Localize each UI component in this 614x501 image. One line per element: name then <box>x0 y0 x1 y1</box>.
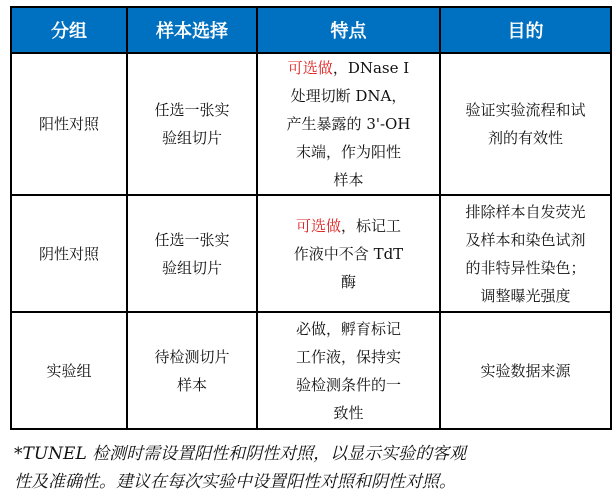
footnote-line: *TUNEL 检测时需设置阳性和阴性对照，以显示实验的客观 <box>14 444 467 464</box>
cell-sample <box>127 53 257 195</box>
text-line: 产生暴露的 3'-OH <box>286 115 411 133</box>
text-line: 必做，孵育标记 <box>295 319 401 338</box>
footnote-line: 性及准确性。建议在每次实验中设置阳性对照和阴性对照。 <box>14 472 456 492</box>
text-line: 样本 <box>176 375 207 394</box>
table-row <box>11 195 611 312</box>
header-sample: 样本选择 <box>127 7 257 53</box>
text-line: 调整曝光强度 <box>480 286 571 305</box>
text-line <box>262 212 435 240</box>
text-line: 工作液，保持实 <box>295 347 401 366</box>
text-line: 验组切片 <box>161 129 222 147</box>
optional-label: 可选做 <box>287 59 333 77</box>
text-line: 验组切片 <box>161 258 222 277</box>
control-groups-table <box>10 6 612 430</box>
table-row <box>11 53 611 195</box>
optional-label: 可选做 <box>295 216 341 235</box>
cell-purpose <box>440 195 611 312</box>
header-feature: 特点 <box>257 7 440 53</box>
text-line: 作液中不含 TdT <box>293 244 404 263</box>
text-fragment: ，DNase I <box>332 59 410 77</box>
text-line: 处理切断 DNA， <box>290 87 407 105</box>
text-fragment: ，标记工 <box>341 216 402 235</box>
cell-group: 阳性对照 <box>11 53 127 195</box>
cell-group: 实验组 <box>11 312 127 429</box>
cell-purpose <box>440 312 611 429</box>
text-line: 样本 <box>333 171 364 189</box>
text-line <box>262 54 435 82</box>
text-line: 排除样本自发荧光 <box>465 202 586 221</box>
text-line: 末端，作为阳性 <box>295 143 401 161</box>
text-line: 验检测条件的一 <box>295 375 401 394</box>
cell-group: 阴性对照 <box>11 195 127 312</box>
cell-feature <box>257 312 440 429</box>
text-line: 任选一张实 <box>154 101 230 119</box>
text-line: 任选一张实 <box>154 230 230 249</box>
text-line: 实验数据来源 <box>480 361 571 380</box>
cell-purpose <box>440 53 611 195</box>
cell-sample <box>127 312 257 429</box>
header-purpose: 目的 <box>440 7 611 53</box>
text-line: 的非特异性染色； <box>465 258 586 277</box>
cell-sample <box>127 195 257 312</box>
cell-feature <box>257 53 440 195</box>
table-header <box>11 7 611 53</box>
text-line: 验证实验流程和试 <box>465 101 586 119</box>
cell-feature <box>257 195 440 312</box>
text-line: 致性 <box>333 403 364 422</box>
text-line: 剂的有效性 <box>487 129 563 147</box>
header-group: 分组 <box>11 7 127 53</box>
table-row <box>11 312 611 429</box>
footnote <box>14 440 466 496</box>
text-line: 待检测切片 <box>154 347 230 366</box>
text-line: 及样本和染色试剂 <box>465 230 586 249</box>
text-line: 酶 <box>340 272 356 291</box>
